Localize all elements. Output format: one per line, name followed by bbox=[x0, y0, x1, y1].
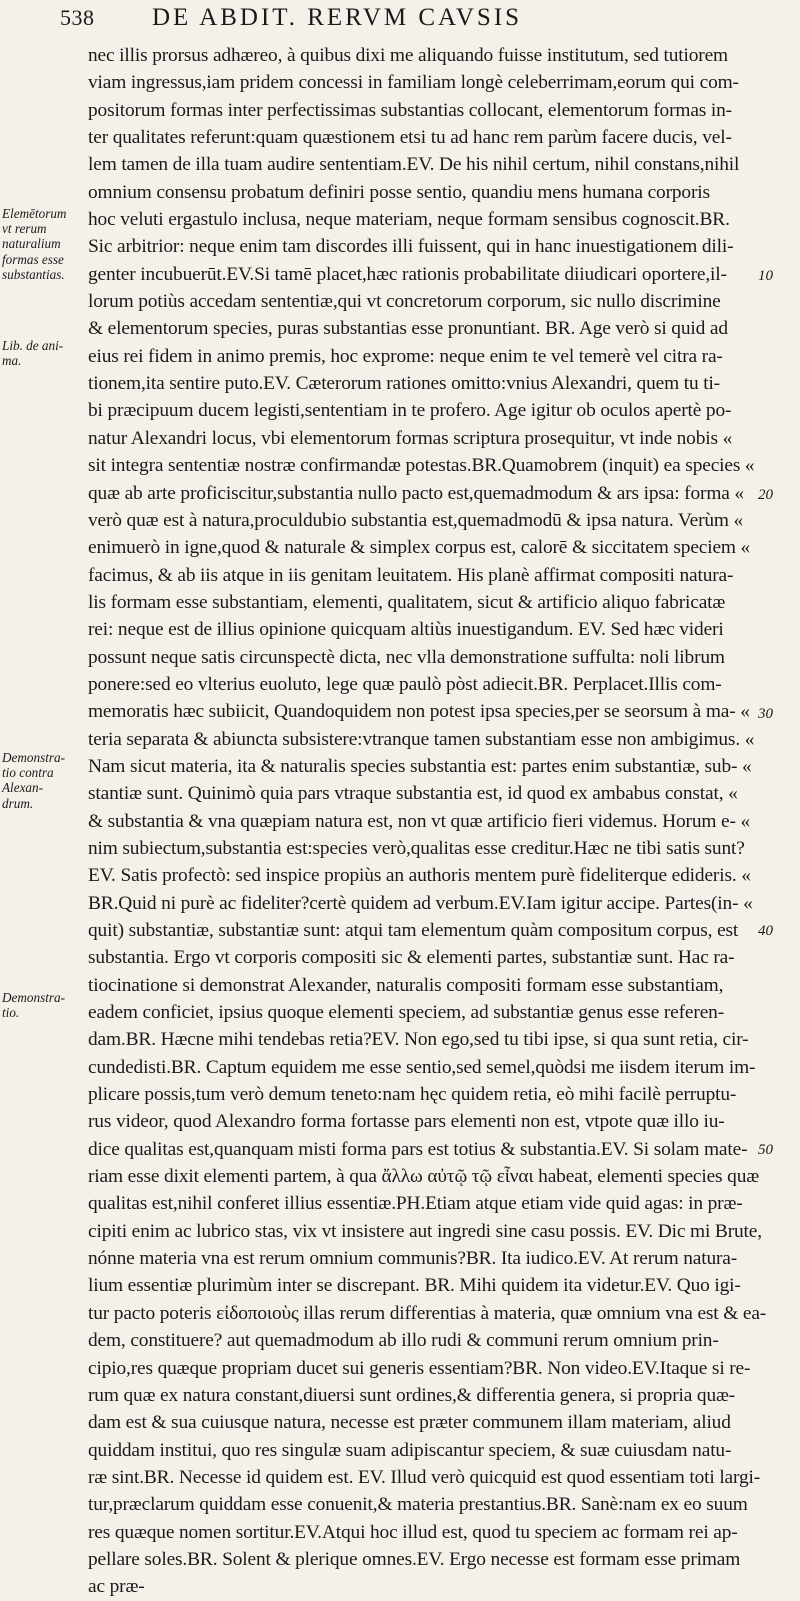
marginal-note-lib-de-anima bbox=[2, 338, 88, 368]
text-line: facimus, & ab iis atque in iis genitam leuitatem. His planè affirmat compositi natura- bbox=[88, 564, 734, 586]
line-number: 50 bbox=[758, 1142, 773, 1158]
marginal-note-line: Demonstra- bbox=[2, 990, 66, 1005]
marginal-note-line: Alexan- bbox=[2, 780, 44, 796]
text-line: positorum formas inter perfectissimas substantias collocant, elementorum formas in- bbox=[88, 99, 732, 121]
text-line: omnium consensu probatum definiri posse sentio, quandiu mens humana corporis bbox=[88, 181, 710, 203]
text-line: dem, constituere? aut quemadmodum ab illo rudi & communi rerum omnium prin- bbox=[88, 1330, 719, 1352]
text-line: eius rei fidem in animo premis, hoc exprome: neque enim te vel temerè vel citra ra- bbox=[88, 345, 723, 367]
text-line: tionem,ita sentire puto.EV. Cæterorum rationes omitto:vnius Alexandri, quem tu ti- bbox=[88, 373, 720, 395]
line-number: 40 bbox=[758, 923, 773, 939]
text-line: Nam sicut materia, ita & naturalis species substantia est: partes enim substantiæ, sub- « bbox=[88, 755, 752, 777]
text-line: enimuerò in igne,quod & naturale & simplex corpus est, calorē & siccitatem speciem « bbox=[88, 537, 751, 559]
text-line: quiddam institui, quo res singulæ suam adipiscantur speciem, & suæ cuiusdam natu- bbox=[88, 1439, 732, 1461]
text-line: teria separata & abiuncta subsistere:vtranque tamen substantiam esse non ambigimus. « bbox=[88, 728, 755, 750]
marginal-note-line: Lib. de ani- bbox=[2, 338, 64, 353]
text-line: possunt neque satis circunspectè dicta, nec vlla demonstratione suffulta: noli librum bbox=[88, 646, 725, 668]
text-line: cundedisti.BR. Captum equidem me esse sentio,sed semel,quòdsi me iisdem iterum im- bbox=[88, 1056, 756, 1078]
line-number: 10 bbox=[758, 268, 773, 284]
page-number: 538 bbox=[60, 5, 95, 30]
text-line: qualitas est,nihil conferet illius essentiæ.PH.Etiam atque etiam vide quid agas: in præ- bbox=[88, 1193, 743, 1215]
text-line: viam ingressus,iam pridem concessi in familiam longè celeberrimam,eorum qui com- bbox=[88, 72, 739, 94]
text-line: dam est & sua cuiusque natura, necesse est præter communem illam materiam, aliud bbox=[88, 1412, 731, 1434]
text-line: tiocinatione si demonstrat Alexander, naturalis compositi formam esse substantiam, bbox=[88, 974, 724, 996]
text-line: ter qualitates referunt:quam quæstionem etsi tu ad hanc rem parùm facere ducis, vel- bbox=[88, 127, 732, 149]
text-line: natur Alexandri locus, vbi elementorum formas scriptura prosequitur, vt inde nobis « bbox=[88, 427, 733, 449]
text-line: eadem conficiet, ipsius quoque elementi speciem, ad substantiæ genus esse referen- bbox=[88, 1002, 724, 1024]
text-line: rus videor, quod Alexandro forma fortasse pars elementi non est, vtpote quæ illo iu- bbox=[88, 1111, 725, 1133]
marginal-note-line: naturalium bbox=[2, 236, 61, 252]
marginal-note-line: vt rerum bbox=[2, 221, 47, 237]
text-line: sit integra sententiæ nostræ confirmandæ potestas.BR.Quamobrem (inquit) ea species « bbox=[88, 455, 755, 477]
text-line: rei: neque est de illius opinione quicquam altiùs inuestigandum. EV. Sed hæc videri bbox=[88, 619, 724, 641]
page-header bbox=[60, 4, 780, 38]
text-line: nim subiectum,substantia est:species verò,qualitas esse creditur.Hæc ne tibi satis sunt? bbox=[88, 837, 745, 859]
marginal-note-demonstratio bbox=[2, 990, 88, 1020]
text-line: & elementorum species, puras substantias esse pronuntiant. BR. Age verò si quid ad bbox=[88, 318, 728, 340]
text-line: & substantia & vna quæpiam natura est, non vt quæ artificio fieri videmus. Horum e- « bbox=[88, 810, 751, 832]
text-line: EV. Satis profectò: sed inspice propiùs an authoris mentem purè fideliterque edideris. « bbox=[88, 865, 751, 887]
marginal-note-line: substantias. bbox=[2, 266, 65, 282]
text-line: bi præcipuum ducem legisti,sententiam in te profero. Age igitur ob oculos apertè po- bbox=[88, 400, 732, 422]
text-line: hoc veluti ergastulo inclusa, neque materiam, neque formam sensibus cognoscit.BR. bbox=[88, 209, 730, 231]
marginal-note-line: drum. bbox=[2, 795, 34, 811]
text-line: dice qualitas est,quanquam misti forma pars est totius & substantia.EV. Si solam mate- bbox=[88, 1138, 748, 1160]
text-line: tur,præclarum quiddam esse conuenit,& materia prestantius.BR. Sanè:nam ex eo suum bbox=[88, 1494, 748, 1516]
marginal-note-line: tio contra bbox=[2, 765, 54, 781]
text-line: quæ ab arte proficiscitur,substantia nullo pacto est,quemadmodum & ars ipsa: forma « bbox=[88, 482, 744, 504]
marginal-note-line: tio. bbox=[2, 1005, 20, 1021]
text-line: lem tamen de illa tuam audire sententiam.EV. De his nihil certum, nihil constans,nihil bbox=[88, 154, 740, 176]
text-line: Sic arbitrior: neque enim tam discordes illi fuissent, qui in hanc inuestigationem dili- bbox=[88, 236, 734, 258]
line-number: 20 bbox=[758, 487, 773, 503]
text-line: res quæque nomen sortitur.EV.Atqui hoc illud est, quod tu speciem ac formam rei ap- bbox=[88, 1521, 738, 1543]
text-line: lis formam esse substantiam, elementi, qualitatem, sicut & artificio aliquo fabricatæ bbox=[88, 591, 726, 613]
text-line: pellare soles.BR. Solent & plerique omnes.EV. Ergo necesse est formam esse primam bbox=[88, 1548, 741, 1570]
text-line: nónne materia vna est rerum omnium communis?BR. Ita iudico.EV. At rerum natura- bbox=[88, 1248, 738, 1270]
running-head: DE ABDIT. RERVM CAVSIS bbox=[152, 4, 523, 31]
text-line: plicare possis,tum verò demum teneto:nam hęc quidem retia, eò mihi facilè perruptu- bbox=[88, 1084, 737, 1106]
text-line: cipio,res quæque propriam ducet sui generis essentiam?BR. Non video.EV.Itaque si re- bbox=[88, 1357, 751, 1379]
text-line: quit) substantiæ, substantiæ sunt: atqui tam elementum quàm compositum corpus, est bbox=[88, 920, 739, 941]
text-line: rum quæ ex natura constant,diuersi sunt ordines,& differentia genera, si propria quæ- bbox=[88, 1384, 736, 1406]
text-line: ac præ- bbox=[88, 1576, 145, 1598]
text-line: substantia. Ergo vt corporis compositi sic & elementi partes, substantiæ sunt. Hac ra- bbox=[88, 947, 735, 969]
text-line: tur pacto poteris εἰδοποιοὺς illas rerum differentias à materia, quæ omnium vna est & ea- bbox=[88, 1302, 767, 1324]
body-text bbox=[88, 42, 770, 1601]
text-line: genter incubuerūt.EV.Si tamē placet,hæc rationis probabilitate diiudicari oportere,il- bbox=[88, 263, 727, 285]
line-number: 30 bbox=[758, 706, 773, 722]
text-line: ponere:sed eo vlterius euoluto, lege quæ paulò pòst adiecit.BR. Perplacet.Illis com- bbox=[88, 673, 722, 695]
text-line: memoratis hæc subiicit, Quandoquidem non potest ipsa species,per se seorsum à ma- « bbox=[88, 701, 750, 723]
marginal-note-line: Elemētorum bbox=[2, 206, 67, 221]
text-line: ræ sint.BR. Necesse id quidem est. EV. Illud verò quicquid est quod essentiam toti largi- bbox=[88, 1466, 761, 1488]
text-line: stantiæ sunt. Quinimò quia pars vtraque substantia est, id quod ex ambabus constat, « bbox=[88, 783, 738, 805]
text-line: lium essentiæ plurimùm inter se discrepant. BR. Mihi quidem ita videtur.EV. Quo igi- bbox=[88, 1275, 741, 1297]
marginal-note-demonstratio-contra bbox=[2, 750, 88, 811]
marginal-note-line: ma. bbox=[2, 353, 22, 369]
text-line: dam.BR. Hæcne mihi tendebas retia?EV. Non ego,sed tu tibi ipse, si qua sunt retia, cir- bbox=[88, 1029, 749, 1051]
text-line: nec illis prorsus adhæreo, à quibus dixi me aliquando fuisse institutum, sed tutiorem bbox=[88, 45, 728, 66]
text-line: verò quæ est à natura,proculdubio substantia est,quemadmodū & ipsa natura. Verùm « bbox=[88, 509, 744, 531]
text-line: cipiti enim ac lubrico stas, vix vt insistere aut ingredi sine casu possis. EV. Dic mi Brute, bbox=[88, 1220, 762, 1242]
marginal-note-line: formas esse bbox=[2, 251, 64, 267]
text-line: riam esse dixit elementi partem, à qua ἄλλω αὐτῷ τῷ εἶναι habeat, elementi species quæ bbox=[88, 1166, 760, 1188]
text-line: lorum potiùs accedam sententiæ,qui vt concretorum corporum, sic nullo discrimine bbox=[88, 291, 721, 313]
marginal-note-elementorum bbox=[2, 206, 88, 282]
text-line: BR.Quid ni purè ac fideliter?certè quidem ad verbum.EV.Iam igitur accipe. Partes(in- « bbox=[88, 892, 753, 914]
marginal-note-line: Demonstra- bbox=[2, 750, 66, 765]
